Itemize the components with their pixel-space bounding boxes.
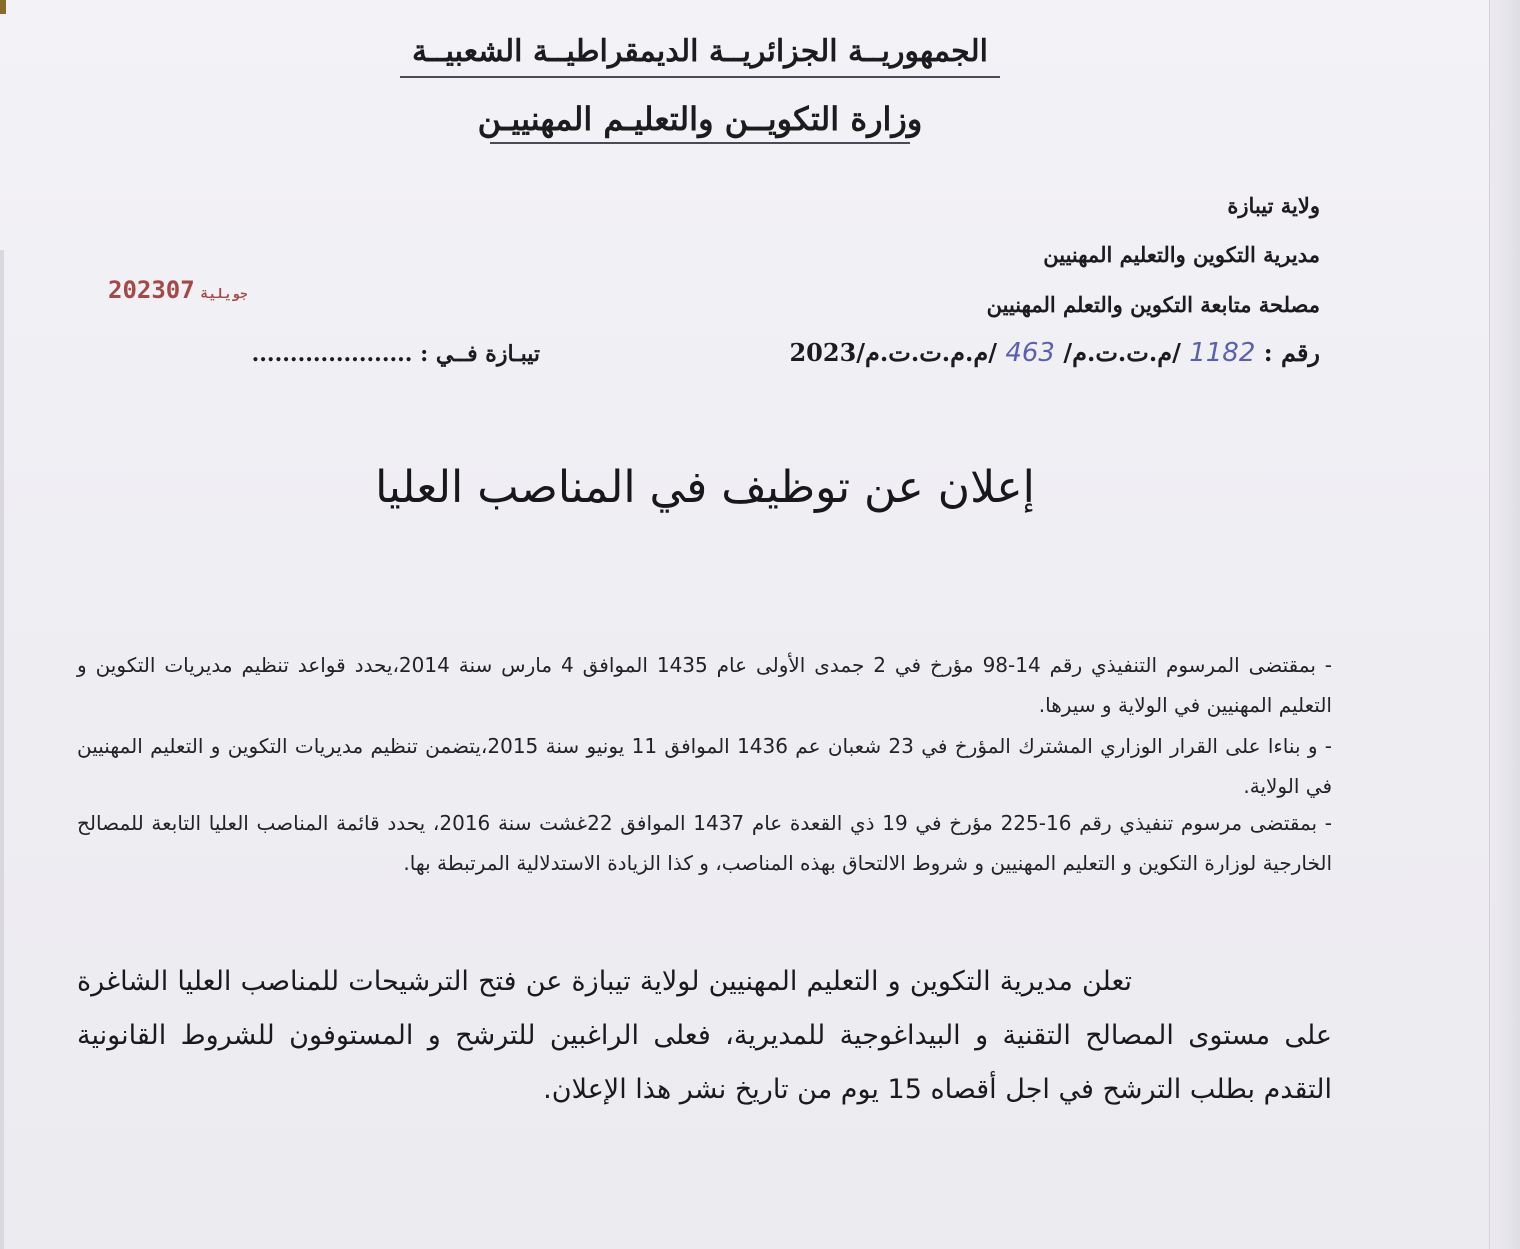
ministry-header-underline <box>490 142 910 144</box>
scan-corner-mark <box>0 0 6 14</box>
stamp-year: 2023 <box>108 276 166 304</box>
place-date-line: تيبـازة فــي : ..................... <box>251 341 540 367</box>
consideration-text: - و بناءا على القرار الوزاري المشترك المؤرخ في 23 شعبان عم 1436 الموافق 11 يونيو سنة 2015،يتضمن تنظيم مديريات التكوين و التعليم المهنيين في الولاية. <box>77 734 1333 798</box>
ministry-header: وزارة التكويــن والتعليـم المهنييـن <box>477 100 923 138</box>
stamp-month: جويلية <box>200 287 248 302</box>
address-wilaya: ولاية تيبازة <box>1227 193 1320 218</box>
consideration-3 <box>77 803 1332 883</box>
reference-handwritten-number: 1182 <box>1189 338 1256 368</box>
reference-handwritten-sub: 463 <box>1005 338 1055 368</box>
reference-number-line <box>789 338 1320 368</box>
date-stamp <box>108 276 254 304</box>
paper-fold-edge <box>1489 0 1520 1249</box>
announcement-text: تعلن مديرية التكوين و التعليم المهنيين لولاية تيبازة عن فتح الترشيحات للمناصب العليا الشاغرة على مستوى المصالح التقنية و البيداغوجية للمديرية، فعلى الراغبين للترشح و المستوفون للشروط القانونية التقدم بطلب الترشح في اجل أقصاه 15 يوم من تاريخ نشر هذا الإعلان. <box>77 966 1332 1105</box>
consideration-text: - بمقتضى المرسوم التنفيذي رقم 14-98 مؤرخ في 2 جمدى الأولى عام 1435 الموافق 4 مارس سنة 2014،يحدد قواعد تنظيم مديريات التكوين و التعليم المهنيين في الولاية و سيرها. <box>77 653 1333 717</box>
reference-label: رقم : <box>1263 338 1320 367</box>
scan-left-edge <box>0 250 4 1249</box>
reference-mid: /م.ت.ت.م/ <box>1063 338 1181 367</box>
address-directorate: مديرية التكوين والتعليم المهنيين <box>1043 242 1320 267</box>
consideration-text: - بمقتضى مرسوم تنفيذي رقم 16-225 مؤرخ في 19 ذي القعدة عام 1437 الموافق 22غشت سنة 2016، يحدد قائمة المناصب العليا التابعة للمصالح الخارجية لوزارة التكوين و التعليم المهنيين و شروط الالتحاق بهذه المناصب، و كذا الزيادة الاستدلالية المرتبطة بها. <box>77 811 1332 875</box>
reference-suffix: /م.م.ت.ت.م/2023 <box>789 338 997 367</box>
stamp-day: 07 <box>165 276 195 304</box>
republic-header-underline <box>400 76 1000 78</box>
consideration-1 <box>77 645 1332 725</box>
republic-header: الجمهوريــة الجزائريــة الديمقراطيــة الشعبيــة <box>411 34 989 69</box>
address-service: مصلحة متابعة التكوين والتعلم المهنيين <box>986 292 1320 317</box>
consideration-2 <box>77 726 1332 806</box>
announcement-body <box>77 955 1332 1117</box>
document-title: إعلان عن توظيف في المناصب العليا <box>375 462 1035 513</box>
